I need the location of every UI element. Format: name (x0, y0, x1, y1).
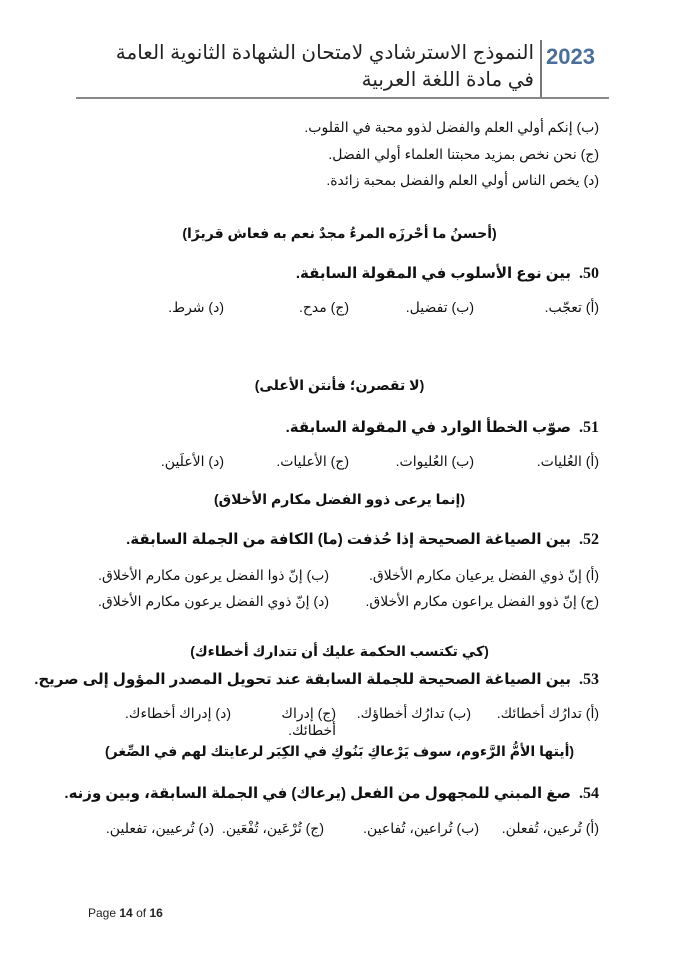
question-54 (64, 784, 599, 803)
question-text: بين الصياغة الصحيحة للجملة السابقة عند تحويل المصدر المؤول إلى صريح. (34, 671, 571, 688)
option[interactable]: (ج) الأعليات. (276, 453, 349, 469)
question-51 (286, 418, 599, 437)
header-divider (540, 40, 542, 98)
header-title: النموذج الاسترشادي لامتحان الشهادة الثانوية العامة في مادة اللغة العربية (115, 42, 534, 91)
quote-51: (لا تقصرن؛ فأنتن الأعلى) (254, 377, 425, 393)
page-number (88, 906, 163, 920)
option[interactable]: (أ) إنّ ذوي الفضل يرعيان مكارم الأخلاق. (369, 567, 599, 583)
current-page: 14 (119, 906, 133, 920)
option[interactable]: (ب) تفضيل. (405, 299, 474, 315)
options-54 (80, 820, 599, 837)
option[interactable]: (ج) مدح. (298, 299, 349, 315)
option[interactable]: (ب) تُراعين، تُفاعين. (363, 820, 479, 836)
page-label: Page (88, 906, 117, 920)
options-53 (80, 705, 599, 739)
options-51 (80, 453, 599, 470)
options-52-row1 (80, 567, 599, 584)
question-text: بين الصياغة الصحيحة إذا حُذفت (ما) الكافة من الجملة السابقة. (126, 531, 571, 548)
option[interactable]: (د) إدراك أخطاءك. (125, 705, 231, 721)
question-number: 50. (579, 265, 599, 282)
quote-54: (أيتها الأمُّ الرَّءوم، سوف يَرْعاكِ بَنُوكِ في الكِبَر لرعايتك لهم في الصِّغر) (104, 743, 575, 759)
question-50 (296, 264, 599, 283)
question-text: بين نوع الأسلوب في المقولة السابقة. (295, 265, 571, 282)
question-number: 51. (579, 419, 599, 436)
quote-50: (أحسنُ ما أحْرزَه المرءُ مجدٌ نعم به فعاش قريرًا) (182, 225, 497, 241)
option[interactable]: (ج) إنّ ذوو الفضل يراعون مكارم الأخلاق. (365, 593, 599, 609)
options-50 (80, 299, 599, 316)
question-number: 53. (579, 671, 599, 688)
prev-option-b: (ب) إنكم أولي العلم والفضل لذوو محبة في القلوب. (304, 119, 599, 135)
options-52-row2 (80, 593, 599, 610)
question-number: 54. (579, 785, 599, 802)
option[interactable]: (د) الأعلَين. (160, 453, 224, 469)
header-rule (76, 97, 609, 99)
option[interactable]: (د) إنّ ذوي الفضل يرعون مكارم الأخلاق. (97, 593, 329, 609)
option[interactable]: (د) تُرعيين، تفعلين. (105, 820, 214, 836)
option[interactable]: (ج) تُرْعَين، تُفْعَين. (221, 820, 324, 836)
option[interactable]: (ب) العُليوات. (395, 453, 474, 469)
question-52 (126, 530, 599, 549)
option[interactable]: (أ) العُليات. (536, 453, 599, 469)
header-year: 2023 (546, 44, 595, 69)
option[interactable]: (ج) إدراك أخطائك. (281, 705, 336, 738)
question-text: صوّب الخطأ الوارد في المقولة السابقة. (285, 419, 571, 436)
option[interactable]: (ب) إنّ ذوا الفضل يرعون مكارم الأخلاق. (98, 567, 329, 583)
option[interactable]: (د) شرط. (168, 299, 224, 315)
option[interactable]: (أ) تدارُك أخطائك. (496, 705, 599, 721)
question-text: صغ المبني للمجهول من الفعل (يرعاك) في الجملة السابقة، وبين وزنه. (64, 785, 571, 802)
option[interactable]: (أ) تعجّب. (544, 299, 599, 315)
question-53 (34, 670, 599, 689)
quote-53: (كي تكتسب الحكمة عليك أن تتدارك أخطاءك) (190, 643, 489, 659)
total-pages: 16 (149, 906, 163, 920)
option[interactable]: (ب) تدارُك أخطاؤك. (356, 705, 471, 721)
quote-52: (إنما يرعى ذوو الفضل مكارم الأخلاق) (213, 491, 466, 507)
option[interactable]: (أ) تُرعين، تُفعلن. (501, 820, 599, 836)
prev-option-j: (ج) نحن نخص بمزيد محبتنا العلماء أولي الفضل. (328, 146, 599, 162)
question-number: 52. (579, 531, 599, 548)
prev-option-d: (د) يخص الناس أولي العلم والفضل بمحبة زائدة. (326, 172, 599, 188)
page-of: of (136, 906, 147, 920)
